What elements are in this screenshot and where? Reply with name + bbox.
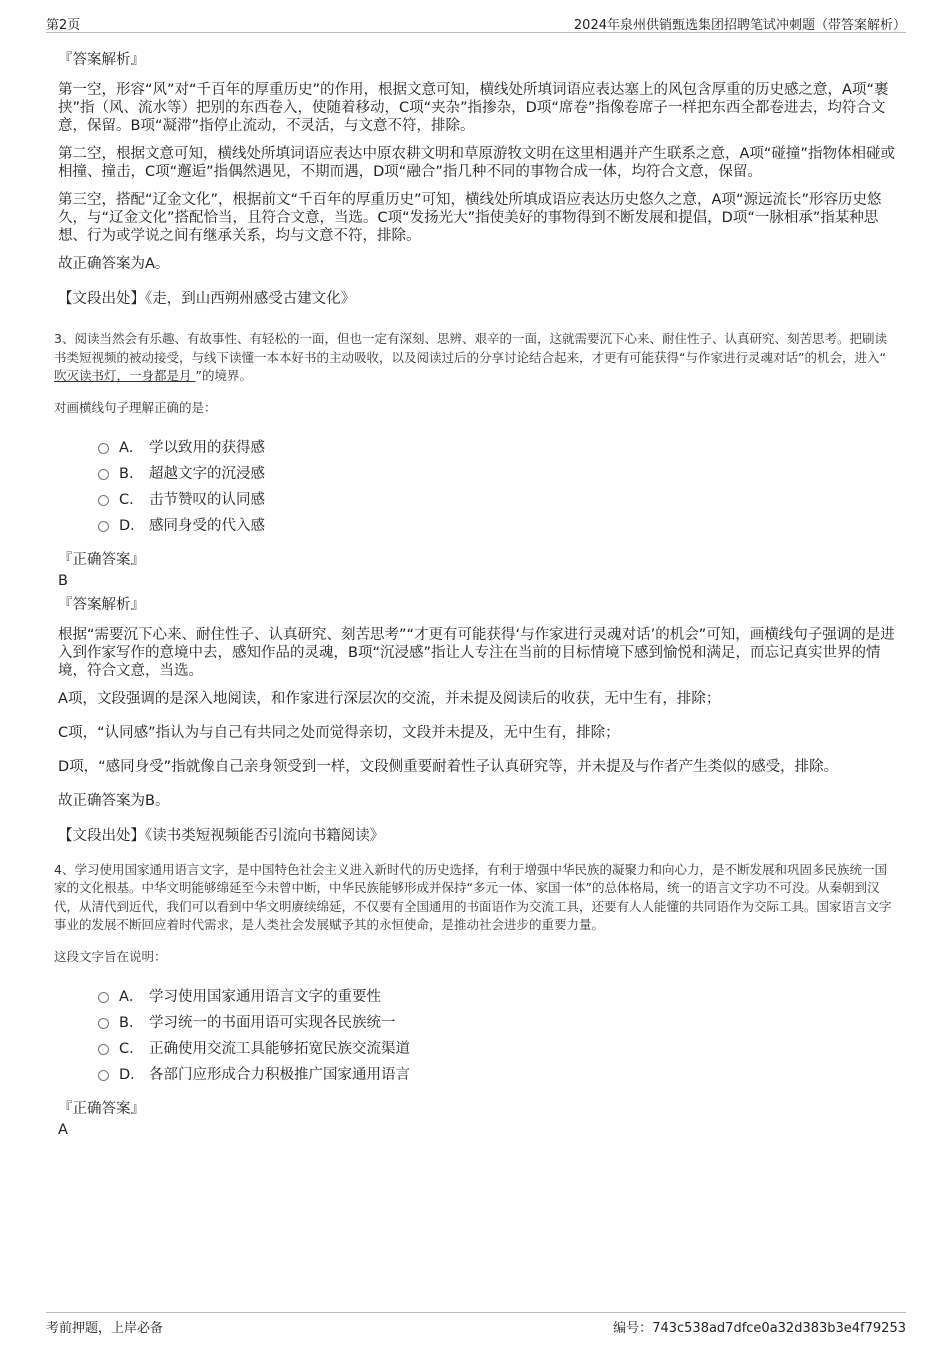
radio-icon[interactable] bbox=[98, 495, 109, 506]
correct-answer-value: B bbox=[58, 572, 68, 589]
page-number: 第2页 bbox=[46, 18, 81, 33]
question-prompt: 对画横线句子理解正确的是： bbox=[54, 399, 217, 415]
question-prompt: 这段文字旨在说明： bbox=[54, 948, 167, 964]
radio-icon[interactable] bbox=[98, 992, 109, 1003]
analysis-paragraph: A项，文段强调的是深入地阅读，和作家进行深层次的交流，并未提及阅读后的收获，无中生有，排除； bbox=[58, 690, 721, 707]
option-c[interactable]: C． 击节赞叹的认同感 bbox=[98, 486, 898, 512]
source-citation: 【文段出处】《读书类短视频能否引流向书籍阅读》 bbox=[58, 827, 385, 844]
correct-answer-label: 『正确答案』 bbox=[58, 1100, 145, 1117]
options-list bbox=[98, 434, 898, 538]
question-text: 4、学习使用国家通用语言文字，是中国特色社会主义进入新时代的历史选择，有利于增强中华民族的凝聚力和向心力，是不断发展和巩固多民族统一国家的文化根基。中华文明能够绵延至今未曾中断，中华民族能够形成并保持“多元一体、家国一体”的总体格局，统一的语言文字功不可没。从秦朝到汉代，从清代到近代，我们可以看到中华文明赓续绵延，不仅要有全国通用的书面语作为交流工具，还要有人人能懂的共同语作为交际工具。国家语言文字事业的发展不断回应着时代需求，是人类社会发展赋予其的永恒使命，是推动社会进步的重要力量。 bbox=[54, 861, 892, 932]
document-code: 编号：743c538ad7dfce0a32d383b3e4f79253 bbox=[613, 1321, 906, 1336]
analysis-paragraph: D项，“感同身受”指就像自己亲身领受到一样，文段侧重要耐着性子认真研究等，并未提及与作者产生类似的感受，排除。 bbox=[58, 758, 839, 775]
conclusion-text: 故正确答案为A。 bbox=[58, 256, 170, 272]
options-list bbox=[98, 983, 898, 1087]
radio-icon[interactable] bbox=[98, 1044, 109, 1055]
analysis-paragraph: 第二空，根据文意可知，横线处所填词语应表达中原农耕文明和草原游牧文明在这里相遇并产生联系之意，A项“碰撞”指物体相碰或相撞、撞击，C项“邂逅”指偶然遇见，不期而遇，D项“融合”指几种不同的事物合成一体，均符合文意，保留。 bbox=[58, 146, 895, 180]
footer-slogan: 考前押题，上岸必备 bbox=[46, 1321, 164, 1336]
analysis-label: 『答案解析』 bbox=[58, 596, 145, 613]
option-b[interactable]: B． 超越文字的沉浸感 bbox=[98, 460, 898, 486]
option-b[interactable]: B． 学习统一的书面用语可实现各民族统一 bbox=[98, 1009, 898, 1035]
radio-icon[interactable] bbox=[98, 469, 109, 480]
radio-icon[interactable] bbox=[98, 521, 109, 532]
question-4 bbox=[54, 861, 898, 965]
source-citation: 【文段出处】《走，到山西朔州感受古建文化》 bbox=[58, 291, 356, 307]
option-a[interactable]: A． 学以致用的获得感 bbox=[98, 434, 898, 460]
option-d[interactable]: D． 各部门应形成合力积极推广国家通用语言 bbox=[98, 1061, 898, 1087]
radio-icon[interactable] bbox=[98, 1070, 109, 1081]
question-text: 3、阅读当然会有乐趣、有故事性、有轻松的一面，但也一定有深刻、思辨、艰辛的一面，这就需要沉下心来、耐住性子、认真研究、刻苦思考。把刷读书类短视频的被动接受，与线下读懂一本本好书的主动吸收，以及阅读过后的分享讨论结合起来，才更有可能获得“与作家进行灵魂对话”的机会，进入“ 吹灭读书灯，一身都是月 ”的境界。 bbox=[54, 331, 887, 383]
correct-answer-label: 『正确答案』 bbox=[58, 551, 145, 568]
underlined-sentence: 吹灭读书灯，一身都是月 bbox=[54, 368, 196, 383]
page-header bbox=[46, 12, 906, 33]
analysis-paragraph: C项，“认同感”指认为与自己有共同之处而觉得亲切，文段并未提及，无中生有，排除； bbox=[58, 724, 620, 741]
page-footer bbox=[46, 1312, 906, 1335]
analysis-paragraph: 第一空，形容“风”对“千百年的厚重历史”的作用，根据文意可知，横线处所填词语应表达塞上的风包含厚重的历史感之意，A项“裹挟”指（风、流水等）把别的东西卷入，使随着移动，C项“夹杂”指掺杂，D项“席卷”指像卷席子一样把东西全都卷进去，均符合文意，保留。B项“凝滞”指停止流动，不灵活，与文意不符，排除。 bbox=[58, 82, 889, 134]
radio-icon[interactable] bbox=[98, 443, 109, 454]
option-c[interactable]: C． 正确使用交流工具能够拓宽民族交流渠道 bbox=[98, 1035, 898, 1061]
document-title: 2024年泉州供销甄选集团招聘笔试冲刺题（带答案解析） bbox=[573, 18, 906, 33]
option-d[interactable]: D． 感同身受的代入感 bbox=[98, 512, 898, 538]
question-3 bbox=[54, 330, 898, 416]
analysis-paragraph: 第三空，搭配“辽金文化”，根据前文“千百年的厚重历史”可知，横线处所填成语应表达历史悠久之意，A项“源远流长”形容历史悠久，与“辽金文化”搭配恰当，且符合文意，当选。C项“发扬光大”指使美好的事物得到不断发展和提倡，D项“一脉相承”指某种思想、行为或学说之间有继承关系，均与文意不符，排除。 bbox=[58, 192, 882, 244]
option-a[interactable]: A． 学习使用国家通用语言文字的重要性 bbox=[98, 983, 898, 1009]
correct-answer-value: A bbox=[58, 1121, 68, 1138]
page-content bbox=[54, 48, 898, 1142]
conclusion-text: 故正确答案为B。 bbox=[58, 792, 170, 809]
analysis-paragraph: 根据“需要沉下心来、耐住性子、认真研究、刻苦思考”“才更有可能获得‘与作家进行灵魂对话’的机会”可知，画横线句子强调的是进入到作家写作的意境中去，感知作品的灵魂，B项“沉浸感”指让人专注在当前的目标情境下感到愉悦和满足，而忘记真实世界的情境，符合文意，当选。 bbox=[58, 626, 895, 679]
analysis-label: 『答案解析』 bbox=[58, 52, 145, 68]
radio-icon[interactable] bbox=[98, 1018, 109, 1029]
